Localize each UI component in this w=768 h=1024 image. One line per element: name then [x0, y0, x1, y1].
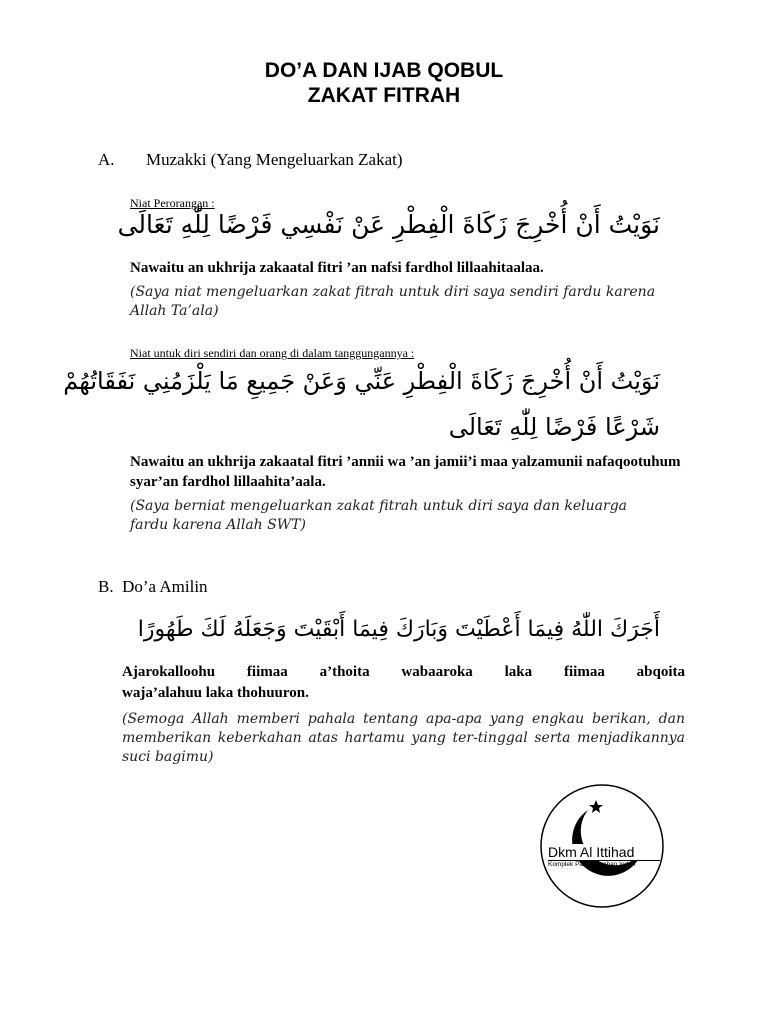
dkm-logo	[538, 782, 666, 910]
title-line-2: ZAKAT FITRAH	[307, 84, 461, 107]
logo-subtitle: Komplek Pasanggrahan Indah	[548, 860, 660, 869]
doa-amilin-translation: (Semoga Allah memberi pahala tentang apa-apa yang engkau berikan, dan memberikan keberkahan atas hartamu yang ter-tinggal serta menjadikannya suci bagimu)	[122, 711, 685, 765]
doa-amilin-arabic: أَجَرَكَ اللّٰهُ فِيمَا أَعْطَيْتَ وَبَارَكَ فِيمَا أَبْقَيْتَ وَجَعَلَهُ لَكَ طَهُورًا	[137, 617, 660, 642]
niat-keluarga-arabic-line1: نَوَيْتُ أَنْ أُخْرِجَ زَكَاةَ الْفِطْرِ عَنِّي وَعَنْ جَمِيعِ مَا يَلْزَمُنِي نَفَقَاتُهُمْ	[63, 367, 660, 395]
doa-amilin-latin-line2: waja’alahuu laka thohuuron.	[122, 685, 309, 701]
niat-perorangan-latin: Nawaitu an ukhrija zakaatal fitri ’an nafsi fardhol lillaahitaalaa.	[130, 260, 544, 276]
niat-keluarga-label: Niat untuk diri sendiri dan orang di dalam tanggungannya :	[130, 346, 415, 360]
niat-perorangan-translation: (Saya niat mengeluarkan zakat fitrah untuk diri saya sendiri fardu karena Allah Ta’ala)	[130, 284, 656, 319]
logo-name: Dkm Al Ittihad	[548, 844, 658, 860]
niat-keluarga-latin: Nawaitu an ukhrija zakaatal fitri ’annii wa ’an jamii’i maa yalzamunii nafaqootuhum syar’an fardhol lillaahita’aala.	[130, 454, 681, 490]
niat-perorangan-label: Niat Perorangan :	[130, 196, 215, 210]
niat-perorangan-arabic: نَوَيْتُ أَنْ أُخْرِجَ زَكَاةَ الْفِطْرِ عَنْ نَفْسِي فَرْضًا لِلّٰهِ تَعَالَى	[117, 210, 660, 239]
section-a-marker: A.	[98, 150, 115, 169]
niat-keluarga-translation: (Saya berniat mengeluarkan zakat fitrah untuk diri saya dan keluarga fardu karena Allah SWT)	[130, 498, 628, 533]
doa-amilin-latin-line1: Ajarokalloohu fiimaa a’thoita wabaaroka laka fiimaa abqoita	[122, 664, 685, 680]
section-b-heading: B. Do’a Amilin	[98, 577, 208, 596]
star-icon	[589, 800, 603, 813]
section-a-heading: Muzakki (Yang Mengeluarkan Zakat)	[146, 150, 403, 169]
page-title	[0, 58, 768, 108]
title-line-1: DO’A DAN IJAB QOBUL	[264, 59, 504, 82]
niat-keluarga-arabic-line2: شَرْعًا فَرْضًا لِلّٰهِ تَعَالَى	[448, 413, 660, 441]
